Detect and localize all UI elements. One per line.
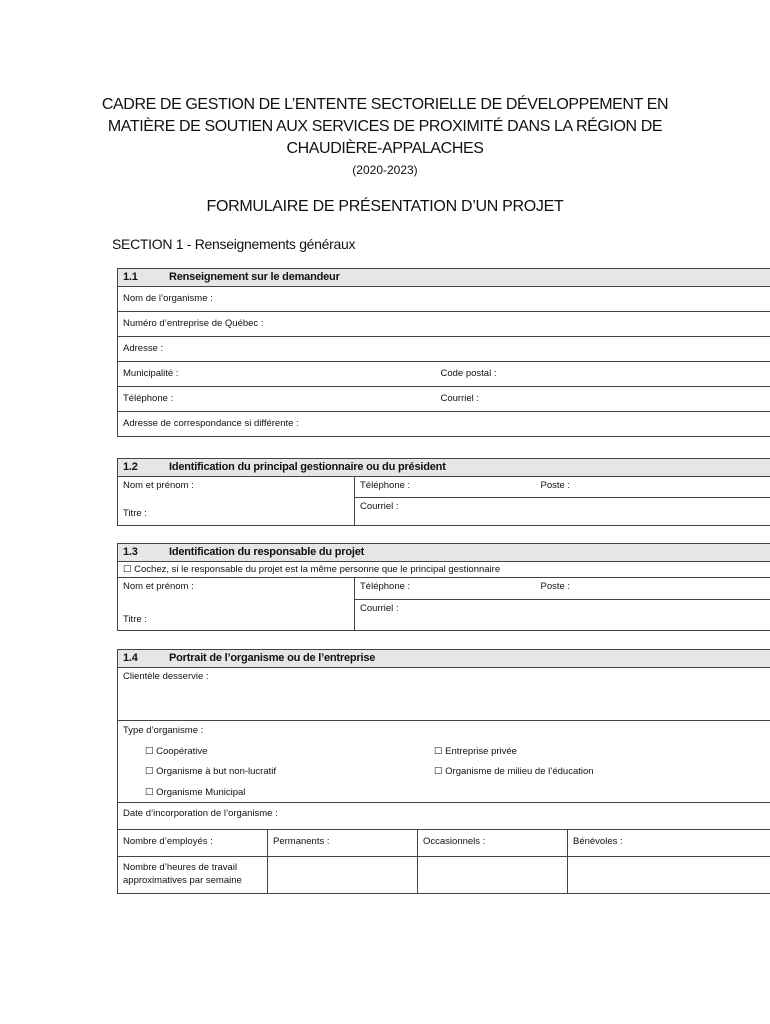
section-heading: Identification du principal gestionnaire ou du président [169, 461, 446, 473]
manager-phone-label: Téléphone : [360, 480, 411, 491]
responsible-name-field[interactable] [118, 578, 355, 631]
manager-name-label: Nom et prénom : [123, 480, 194, 491]
weekly-hours-volunteers-field[interactable] [568, 857, 770, 894]
manager-phone-field[interactable] [355, 477, 536, 498]
weekly-hours-label-cell [118, 857, 268, 894]
weekly-hours-label-1: Nombre d’heures de travail [123, 862, 238, 873]
phone-label: Téléphone : [123, 393, 174, 404]
address-label: Adresse : [123, 343, 164, 354]
postal-code-label: Code postal : [440, 368, 497, 379]
incorporation-date-field[interactable] [118, 803, 770, 830]
title-line-3: CHAUDIÈRE-APPALACHES [286, 140, 484, 157]
private-enterprise-checkbox[interactable]: ☐ Entreprise privée [434, 746, 517, 757]
weekly-hours-label-2: approximatives par semaine [123, 875, 242, 886]
email-field[interactable] [436, 387, 770, 412]
permanent-label: Permanents : [273, 836, 330, 847]
responsible-name-label: Nom et prénom : [123, 581, 194, 592]
manager-title-label: Titre : [123, 508, 147, 519]
postal-code-field[interactable] [436, 362, 770, 387]
responsible-phone-label: Téléphone : [360, 581, 411, 592]
nonprofit-checkbox[interactable]: ☐ Organisme à but non-lucratif [145, 766, 277, 777]
table-1-2 [117, 458, 770, 526]
volunteers-field[interactable] [568, 830, 770, 857]
responsible-extension-field[interactable] [536, 578, 770, 600]
title-line-1: CADRE DE GESTION DE L’ENTENTE SECTORIELLE DE DÉVELOPPEMENT EN [101, 96, 669, 113]
correspondence-address-field[interactable] [118, 412, 770, 437]
clientele-label: Clientèle desservie : [123, 671, 209, 682]
occasional-label: Occasionnels : [423, 836, 486, 847]
responsible-email-label: Courriel : [360, 603, 399, 614]
form-title: FORMULAIRE DE PRÉSENTATION D’UN PROJET [206, 198, 564, 215]
correspondence-address-label: Adresse de correspondance si différente : [123, 418, 299, 429]
section-number: 1.2 [123, 461, 138, 473]
phone-field[interactable] [118, 387, 436, 412]
responsible-phone-field[interactable] [355, 578, 536, 600]
enterprise-number-label: Numéro d’entreprise de Québec : [123, 318, 264, 329]
employees-label-cell [118, 830, 268, 857]
same-person-checkbox-label: ☐ Cochez, si le responsable du projet est la même personne que le principal gestionnaire [123, 564, 501, 575]
weekly-hours-permanent-field[interactable] [268, 857, 418, 894]
municipality-field[interactable] [118, 362, 436, 387]
municipality-label: Municipalité : [123, 368, 179, 379]
section-heading: Renseignement sur le demandeur [169, 271, 340, 283]
org-type-label: Type d’organisme : [123, 725, 204, 736]
manager-email-label: Courriel : [360, 501, 399, 512]
incorporation-date-label: Date d’incorporation de l’organisme : [123, 808, 278, 819]
org-type-group [118, 721, 770, 803]
header-1-2 [118, 459, 770, 477]
employees-label: Nombre d’employés : [123, 836, 213, 847]
section-heading: Identification du responsable du projet [169, 546, 365, 558]
header-1-3 [118, 544, 770, 562]
education-org-checkbox[interactable]: ☐ Organisme de milieu de l’éducation [434, 766, 594, 777]
table-1-4 [117, 649, 770, 894]
manager-email-field[interactable] [355, 498, 770, 526]
enterprise-number-field[interactable] [118, 312, 770, 337]
weekly-hours-occasional-field[interactable] [418, 857, 568, 894]
volunteers-label: Bénévoles : [573, 836, 623, 847]
email-label: Courriel : [440, 393, 480, 404]
occasional-field[interactable] [418, 830, 568, 857]
section-number: 1.4 [123, 652, 138, 664]
manager-extension-label: Poste : [540, 480, 571, 491]
responsible-email-field[interactable] [355, 600, 770, 631]
section-number: 1.3 [123, 546, 138, 558]
table-1-1 [117, 268, 770, 437]
section-number: 1.1 [123, 271, 138, 283]
municipal-org-checkbox[interactable]: ☐ Organisme Municipal [145, 787, 246, 798]
table-1-3 [117, 543, 770, 631]
cooperative-checkbox[interactable]: ☐ Coopérative [145, 746, 208, 757]
header-1-1 [118, 269, 770, 287]
permanent-field[interactable] [268, 830, 418, 857]
manager-name-field[interactable] [118, 477, 355, 526]
address-field[interactable] [118, 337, 770, 362]
section-1-title: SECTION 1 - Renseignements généraux [112, 236, 356, 252]
responsible-extension-label: Poste : [540, 581, 571, 592]
section-heading: Portrait de l’organisme ou de l’entreprise [169, 652, 376, 664]
document-years: (2020-2023) [352, 163, 418, 177]
header-1-4 [118, 650, 770, 668]
title-line-2: MATIÈRE DE SOUTIEN AUX SERVICES DE PROXIMITÉ DANS LA RÉGION DE [107, 118, 663, 135]
org-name-field[interactable] [118, 287, 770, 312]
same-person-checkbox[interactable] [118, 562, 770, 578]
document-title [100, 94, 670, 160]
org-name-label: Nom de l’organisme : [123, 293, 213, 304]
responsible-title-label: Titre : [123, 614, 147, 625]
manager-extension-field[interactable] [536, 477, 770, 498]
clientele-field[interactable] [118, 668, 770, 721]
